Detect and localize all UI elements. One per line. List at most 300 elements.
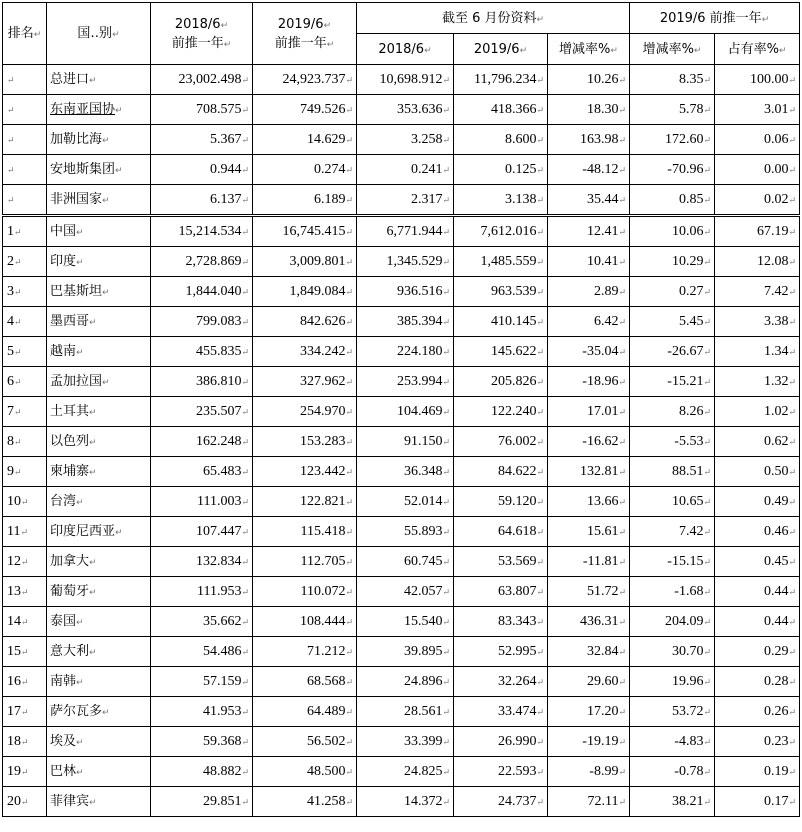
june-2018-cell-text: 42.057 [403, 583, 443, 599]
june-2018-cell-text: 14.372 [403, 793, 443, 809]
country-name-cell [47, 95, 151, 125]
june-2019-cell-text: 83.343 [497, 613, 537, 629]
june-2019-cell [454, 95, 548, 125]
paragraph-mark-icon [703, 497, 711, 507]
value-2018-cell [151, 337, 253, 367]
paragraph-mark-icon [241, 437, 249, 447]
value-2019-cell [253, 247, 357, 277]
paragraph-mark-icon [241, 527, 249, 537]
country-name-cell-text: 以色列 [50, 434, 90, 449]
value-2018-cell-text: 48.882 [202, 763, 242, 779]
june-growth-cell-text: -18.96 [582, 373, 619, 389]
paragraph-mark-icon [618, 557, 626, 567]
prior-growth-cell [630, 216, 715, 247]
value-2019-cell [253, 95, 357, 125]
paragraph-mark-icon [788, 767, 796, 777]
rank-cell-text: 11 [7, 523, 21, 539]
paragraph-mark-icon [7, 135, 15, 145]
paragraph-mark-icon [618, 497, 626, 507]
prior-share-cell-text: 0.50 [763, 463, 789, 479]
paragraph-mark-icon [788, 105, 796, 115]
prior-growth-cell-text: 10.06 [671, 223, 704, 239]
table-row [3, 757, 800, 787]
paragraph-mark-icon [788, 647, 796, 657]
country-name-cell-text: 中国 [50, 224, 77, 239]
prior-growth-cell-text: -5.53 [674, 433, 704, 449]
value-2018-cell-text: 29.851 [202, 793, 242, 809]
rank-cell-text: 19 [7, 763, 21, 779]
value-2019-cell [253, 757, 357, 787]
prior-share-cell-text: 0.17 [763, 793, 789, 809]
paragraph-mark-icon [89, 408, 97, 418]
country-name-cell-text: 非洲国家 [50, 192, 103, 207]
table-row [3, 95, 800, 125]
value-2018-cell [151, 607, 253, 637]
country-name-cell [47, 607, 151, 637]
country-name-cell [47, 65, 151, 95]
rank-cell-text: 13 [7, 583, 21, 599]
june-2018-cell [357, 667, 454, 697]
paragraph-mark-icon [536, 407, 544, 417]
paragraph-mark-icon [345, 257, 353, 267]
prior-growth-cell [630, 457, 715, 487]
paragraph-mark-icon [241, 287, 249, 297]
paragraph-mark-icon [703, 527, 711, 537]
paragraph-mark-icon [536, 497, 544, 507]
june-growth-cell [548, 155, 630, 185]
value-2019-cell-text: 112.705 [300, 553, 346, 569]
rank-cell [3, 697, 47, 727]
june-growth-cell [548, 517, 630, 547]
june-growth-cell [548, 787, 630, 817]
prior-growth-cell-text: -0.78 [674, 763, 704, 779]
june-growth-cell [548, 607, 630, 637]
value-2018-cell [151, 487, 253, 517]
prior-growth-cell-text: -4.83 [674, 733, 704, 749]
paragraph-mark-icon [536, 527, 544, 537]
paragraph-mark-icon [442, 557, 450, 567]
rank-cell-text: 1 [7, 223, 14, 239]
june-2018-cell [357, 155, 454, 185]
june-2019-cell [454, 125, 548, 155]
prior-share-cell-text: 100.00 [749, 71, 789, 87]
value-2018-cell-text: 2,728.869 [185, 253, 242, 269]
value-2019-cell-text: 56.502 [306, 733, 346, 749]
paragraph-mark-icon [76, 498, 84, 508]
value-2019-cell [253, 155, 357, 185]
value-2018-cell-text: 799.083 [195, 313, 242, 329]
value-2018-cell-text: 132.834 [195, 553, 242, 569]
country-name-cell-text: 土耳其 [50, 404, 90, 419]
prior-share-cell [715, 517, 800, 547]
june-growth-cell [548, 65, 630, 95]
country-name-cell [47, 397, 151, 427]
paragraph-mark-icon [241, 797, 249, 807]
prior-share-cell-text: 0.00 [763, 161, 789, 177]
paragraph-mark-icon [241, 75, 249, 85]
june-2018-cell-text: 6,771.944 [386, 223, 443, 239]
paragraph-mark-icon [102, 708, 110, 718]
value-2019-cell-text: 0.274 [313, 161, 346, 177]
june-2019-cell-text: 53.569 [497, 553, 537, 569]
paragraph-mark-icon [241, 257, 249, 267]
paragraph-mark-icon [442, 105, 450, 115]
june-growth-cell [548, 757, 630, 787]
june-growth-cell [548, 727, 630, 757]
june-2019-cell-text: 24.737 [497, 793, 537, 809]
country-name-cell [47, 216, 151, 247]
paragraph-mark-icon [618, 467, 626, 477]
paragraph-mark-icon [442, 257, 450, 267]
country-name-cell [47, 427, 151, 457]
paragraph-mark-icon [345, 467, 353, 477]
june-growth-cell [548, 337, 630, 367]
paragraph-mark-icon [241, 317, 249, 327]
prior-growth-cell-text: 10.29 [671, 253, 704, 269]
june-growth-cell-text: -48.12 [582, 161, 619, 177]
value-2019-cell [253, 216, 357, 247]
country-name-cell [47, 337, 151, 367]
june-2018-cell-text: 3.258 [410, 131, 443, 147]
value-2019-cell-text: 71.212 [306, 643, 346, 659]
rank-cell [3, 637, 47, 667]
paragraph-mark-icon [703, 737, 711, 747]
paragraph-mark-icon [536, 797, 544, 807]
june-2019-cell [454, 65, 548, 95]
prior-growth-cell-text: 172.60 [664, 131, 704, 147]
paragraph-mark-icon [442, 497, 450, 507]
paragraph-mark-icon [788, 557, 796, 567]
paragraph-mark-icon [7, 75, 15, 85]
june-2019-cell-text: 76.002 [497, 433, 537, 449]
paragraph-mark-icon [345, 767, 353, 777]
paragraph-mark-icon [618, 647, 626, 657]
paragraph-mark-icon [788, 707, 796, 717]
value-2019-cell-text: 48.500 [306, 763, 346, 779]
june-growth-cell [548, 427, 630, 457]
paragraph-mark-icon [345, 135, 353, 145]
value-2018-cell [151, 247, 253, 277]
paragraph-mark-icon [788, 497, 796, 507]
prior-growth-cell [630, 367, 715, 397]
prior-share-cell-text: 1.32 [763, 373, 789, 389]
value-2019-cell-text: 749.526 [299, 101, 346, 117]
paragraph-mark-icon [618, 165, 626, 175]
june-2018-cell [357, 65, 454, 95]
paragraph-mark-icon [14, 347, 22, 357]
paragraph-mark-icon [442, 737, 450, 747]
paragraph-mark-icon [442, 707, 450, 717]
country-name-cell-text: 泰国 [50, 614, 77, 629]
rank-cell-text: 16 [7, 673, 21, 689]
paragraph-mark-icon [241, 227, 249, 237]
prior-share-cell [715, 457, 800, 487]
country-name-cell-text: 意大利 [50, 644, 90, 659]
value-2019-cell-text: 14.629 [306, 131, 346, 147]
rank-cell-text: 17 [7, 703, 21, 719]
rank-cell-text: 20 [7, 793, 21, 809]
prior-share-cell-text: 0.45 [763, 553, 789, 569]
paragraph-mark-icon [241, 557, 249, 567]
value-2019-cell-text: 123.442 [299, 463, 346, 479]
paragraph-mark-icon [89, 588, 97, 598]
prior-share-cell [715, 757, 800, 787]
rank-cell [3, 607, 47, 637]
paragraph-mark-icon [618, 135, 626, 145]
rank-cell [3, 547, 47, 577]
value-2018-cell-text: 41.953 [202, 703, 242, 719]
rank-cell-text: 4 [7, 313, 14, 329]
june-growth-cell-text: 436.31 [579, 613, 619, 629]
rank-cell [3, 95, 47, 125]
rank-header: 排名 ↵ [3, 3, 47, 65]
june-2019-cell [454, 185, 548, 216]
paragraph-mark-icon [618, 227, 626, 237]
prior-growth-cell-text: -15.21 [667, 373, 704, 389]
prior-share-cell [715, 95, 800, 125]
value-2019-cell [253, 487, 357, 517]
prior-growth-cell [630, 65, 715, 95]
prior-growth-cell [630, 427, 715, 457]
june-2018-cell-text: 224.180 [396, 343, 443, 359]
paragraph-mark-icon [703, 767, 711, 777]
paragraph-mark-icon [7, 105, 15, 115]
rank-cell [3, 247, 47, 277]
prior-growth-cell-text: -1.68 [674, 583, 704, 599]
paragraph-mark-icon [89, 558, 97, 568]
country-name-cell-text: 埃及 [50, 734, 77, 749]
june-growth-cell [548, 95, 630, 125]
country-name-cell [47, 727, 151, 757]
value-2019-cell-text: 153.283 [299, 433, 346, 449]
prior-growth-cell-text: 38.21 [671, 793, 704, 809]
paragraph-mark-icon [703, 195, 711, 205]
paragraph-mark-icon [345, 437, 353, 447]
rank-cell-text: 5 [7, 343, 14, 359]
june-growth-cell [548, 697, 630, 727]
value-2019-cell-text: 41.258 [306, 793, 346, 809]
table-row [3, 337, 800, 367]
paragraph-mark-icon [115, 528, 123, 538]
paragraph-mark-icon [788, 797, 796, 807]
june-growth-cell [548, 577, 630, 607]
june-2018-cell [357, 427, 454, 457]
june-2019-cell-text: 963.539 [490, 283, 537, 299]
paragraph-mark-icon [536, 287, 544, 297]
country-name-cell [47, 487, 151, 517]
paragraph-mark-icon [241, 707, 249, 717]
paragraph-mark-icon [345, 227, 353, 237]
paragraph-mark-icon [618, 707, 626, 717]
import-statistics-table [2, 2, 800, 817]
value-2019-cell [253, 727, 357, 757]
value-2018-cell [151, 307, 253, 337]
table-row [3, 577, 800, 607]
paragraph-mark-icon [618, 257, 626, 267]
paragraph-mark-icon [21, 497, 29, 507]
june-2019-cell [454, 697, 548, 727]
paragraph-mark-icon [536, 347, 544, 357]
value-2019-cell [253, 607, 357, 637]
june-2019-cell-text: 8.600 [504, 131, 537, 147]
paragraph-mark-icon [442, 767, 450, 777]
june-growth-cell-text: 10.41 [586, 253, 619, 269]
june-2019-cell-text: 63.807 [497, 583, 537, 599]
june-growth-cell-text: 17.20 [586, 703, 619, 719]
june-2018-cell [357, 247, 454, 277]
prior-growth-cell [630, 307, 715, 337]
value-2018-cell [151, 787, 253, 817]
paragraph-mark-icon [618, 195, 626, 205]
paragraph-mark-icon [536, 227, 544, 237]
prior-growth-cell [630, 607, 715, 637]
paragraph-mark-icon [21, 707, 29, 717]
june-2018-cell-text: 28.561 [403, 703, 443, 719]
paragraph-mark-icon [536, 105, 544, 115]
value-2018-cell [151, 667, 253, 697]
prior-growth-cell-text: 7.42 [678, 523, 704, 539]
prior-share-cell-text: 0.19 [763, 763, 789, 779]
paragraph-mark-icon [115, 166, 123, 176]
paragraph-mark-icon [442, 437, 450, 447]
paragraph-mark-icon [703, 647, 711, 657]
country-name-cell [47, 277, 151, 307]
paragraph-mark-icon [618, 75, 626, 85]
prior-share-cell-text: 0.29 [763, 643, 789, 659]
table-row [3, 787, 800, 817]
value-2018-cell-text: 107.447 [195, 523, 242, 539]
paragraph-mark-icon [618, 347, 626, 357]
paragraph-mark-icon [536, 617, 544, 627]
paragraph-mark-icon [788, 377, 796, 387]
rank-cell [3, 487, 47, 517]
paragraph-mark-icon [345, 287, 353, 297]
prior-share-cell [715, 155, 800, 185]
paragraph-mark-icon [442, 617, 450, 627]
value-2018-cell [151, 65, 253, 95]
june-2018-cell-text: 0.241 [410, 161, 443, 177]
country-name-cell [47, 637, 151, 667]
paragraph-mark-icon [788, 587, 796, 597]
rank-cell [3, 125, 47, 155]
paragraph-mark-icon [89, 468, 97, 478]
prior-growth-cell [630, 95, 715, 125]
paragraph-mark-icon [788, 407, 796, 417]
prior-growth-cell [630, 337, 715, 367]
paragraph-mark-icon [21, 587, 29, 597]
value-2019-cell [253, 337, 357, 367]
june-2019-cell-text: 3.138 [504, 191, 537, 207]
paragraph-mark-icon [21, 767, 29, 777]
paragraph-mark-icon [241, 767, 249, 777]
value-2019-cell-text: 327.962 [299, 373, 346, 389]
prior-growth-cell [630, 577, 715, 607]
value-2019-cell [253, 697, 357, 727]
prior-share-cell [715, 667, 800, 697]
value-2018-cell-text: 6.137 [209, 191, 242, 207]
value-2019-cell [253, 637, 357, 667]
value-2018-cell [151, 757, 253, 787]
table-row [3, 517, 800, 547]
prior-share-cell-text: 12.08 [756, 253, 789, 269]
paragraph-mark-icon [241, 587, 249, 597]
june-2019-cell [454, 427, 548, 457]
june-2018-cell-text: 104.469 [396, 403, 443, 419]
paragraph-mark-icon [442, 165, 450, 175]
june-2019-cell [454, 367, 548, 397]
june-growth-cell-text: 18.30 [586, 101, 619, 117]
june-2019-cell-text: 33.474 [497, 703, 537, 719]
country-name-cell [47, 757, 151, 787]
value-2018-cell [151, 457, 253, 487]
country-name-cell-text: 孟加拉国 [50, 374, 103, 389]
paragraph-mark-icon [536, 195, 544, 205]
paragraph-mark-icon [536, 587, 544, 597]
june-2018-cell-text: 33.399 [403, 733, 443, 749]
rank-cell [3, 367, 47, 397]
rank-cell [3, 65, 47, 95]
prior-share-cell-text: 67.19 [756, 223, 789, 239]
paragraph-mark-icon [703, 165, 711, 175]
june-2019-cell [454, 247, 548, 277]
prior-growth-cell [630, 155, 715, 185]
june-2018-cell-text: 39.895 [403, 643, 443, 659]
june-2019-cell-text: 1,485.559 [480, 253, 537, 269]
june-growth-cell-text: -8.99 [589, 763, 619, 779]
paragraph-mark-icon [345, 647, 353, 657]
table-row [3, 216, 800, 247]
country-name-cell [47, 517, 151, 547]
paragraph-mark-icon [76, 228, 84, 238]
country-name-cell [47, 307, 151, 337]
rank-cell [3, 517, 47, 547]
paragraph-mark-icon [442, 287, 450, 297]
country-name-cell [47, 787, 151, 817]
rank-cell-text: 7 [7, 403, 14, 419]
june-2018-cell [357, 95, 454, 125]
june-growth-header: 增减率% ↵ [548, 34, 630, 65]
value-2019-cell-text: 24,923.737 [282, 71, 346, 87]
june-2019-cell-text: 84.622 [497, 463, 537, 479]
paragraph-mark-icon [788, 195, 796, 205]
june-2018-cell-text: 24.825 [403, 763, 443, 779]
table-row [3, 487, 800, 517]
country-name-cell-text: 巴基斯坦 [50, 284, 103, 299]
rank-cell [3, 787, 47, 817]
paragraph-mark-icon [442, 347, 450, 357]
prior-group-header: 2019/6 前推一年 ↵ [630, 3, 800, 34]
paragraph-mark-icon [241, 647, 249, 657]
country-name-cell-text: 葡萄牙 [50, 584, 90, 599]
prior-growth-header: 增减率% ↵ [630, 34, 715, 65]
june-2019-cell-text: 205.826 [490, 373, 537, 389]
paragraph-mark-icon [618, 287, 626, 297]
june-2018-cell [357, 547, 454, 577]
june-growth-cell-text: 13.66 [586, 493, 619, 509]
paragraph-mark-icon [102, 196, 110, 206]
june-2018-cell [357, 125, 454, 155]
june-2019-cell [454, 667, 548, 697]
paragraph-mark-icon [703, 105, 711, 115]
paragraph-mark-icon [788, 527, 796, 537]
rank-cell-text: 9 [7, 463, 14, 479]
value-2018-cell [151, 547, 253, 577]
value-2018-cell-text: 111.003 [196, 493, 242, 509]
prior-share-cell [715, 397, 800, 427]
prior-share-cell-text: 0.49 [763, 493, 789, 509]
june-2018-cell [357, 487, 454, 517]
prior-growth-cell [630, 397, 715, 427]
